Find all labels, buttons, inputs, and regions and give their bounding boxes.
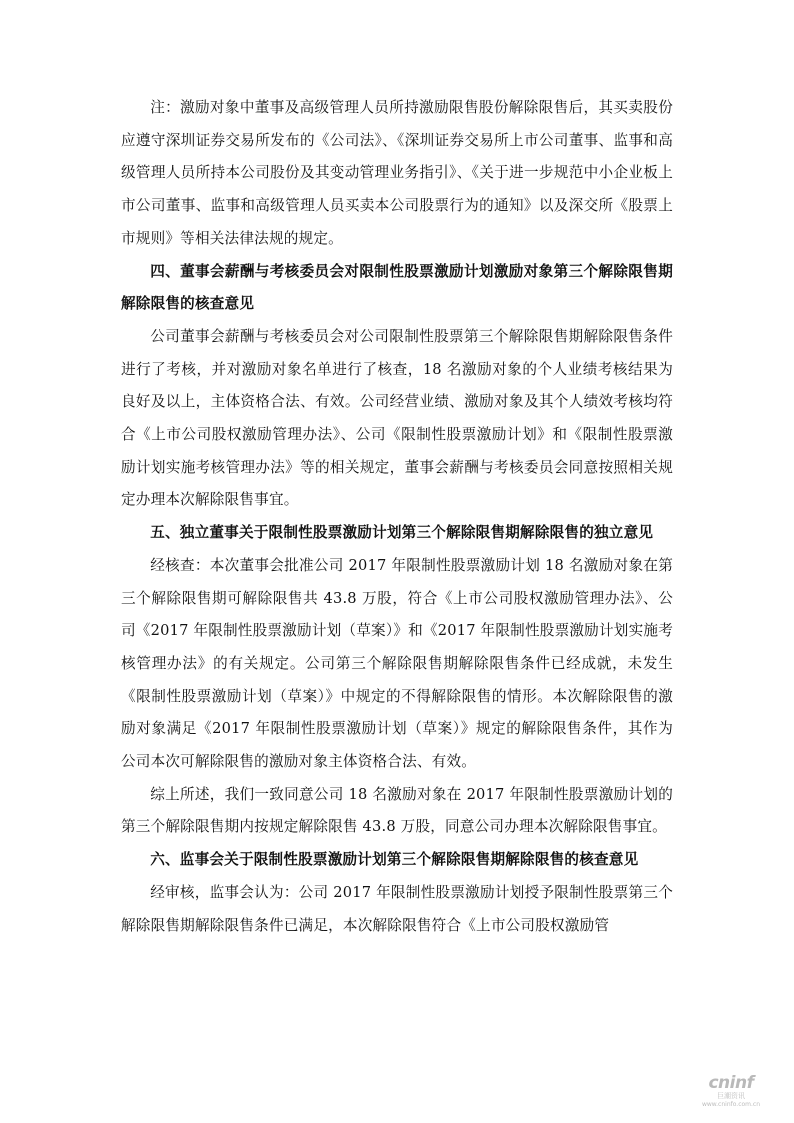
paragraph: 经审核，监事会认为：公司 2017 年限制性股票激励计划授予限制性股票第三个解除限售期解除限售条件已满足，本次解除限售符合《上市公司股权激励管 <box>121 883 673 934</box>
paragraph: 经核查：本次董事会批准公司 2017 年限制性股票激励计划 18 名激励对象在第三个解除限售期可解除限售共 43.8 万股，符合《上市公司股权激励管理办法》、公司《2017 年限制性股票激励计划（草案）》和《2017 年限制性股票激励计划实施考核管理办法》的有关规定。公司第三个解除限售期解除限售条件已经成就，未发生《限制性股票激励计划（草案）》中规定的不得解除限售的情形。本次解除限售的激励对象满足《2017 年限制性股票激励计划（草案）》规定的解除限售条件，其作为公司本次可解除限售的激励对象主体资格合法、有效。 <box>121 556 673 771</box>
cninfo-watermark-logo <box>696 1074 766 1109</box>
paragraph: 公司董事会薪酬与考核委员会对公司限制性股票第三个解除限售期解除限售条件进行了考核，并对激励对象名单进行了核查，18 名激励对象的个人业绩考核结果为良好及以上，主体资格合法、有效。公司经营业绩、激励对象及其个人绩效考核均符合《上市公司股权激励管理办法》、公司《限制性股票激励计划》和《限制性股票激励计划实施考核管理办法》等的相关规定，董事会薪酬与考核委员会同意按照相关规定办理本次解除限售事宜。 <box>121 327 673 509</box>
section-heading-6: 六、监事会关于限制性股票激励计划第三个解除限售期解除限售的核查意见 <box>150 851 639 869</box>
section-heading-4: 四、董事会薪酬与考核委员会对限制性股票激励计划激励对象第三个解除限售期解除限售的核查意见 <box>121 262 673 313</box>
logo-mark: cninf <box>708 1073 754 1093</box>
section-heading-5: 五、独立董事关于限制性股票激励计划第三个解除限售期解除限售的独立意见 <box>150 524 654 542</box>
logo-chinese-name: 巨潮资讯 <box>717 1092 745 1100</box>
paragraph: 综上所述，我们一致同意公司 18 名激励对象在 2017 年限制性股票激励计划的第三个解除限售期内按规定解除限售 43.8 万股，同意公司办理本次解除限售事宜。 <box>121 785 673 836</box>
logo-url: www.cninfo.com.cn <box>701 1101 761 1108</box>
document-body <box>121 92 673 942</box>
note-paragraph: 注：激励对象中董事及高级管理人员所持激励限售股份解除限售后，其买卖股份应遵守深圳证券交易所发布的《公司法》、《深圳证券交易所上市公司董事、监事和高级管理人员所持本公司股份及其变动管理业务指引》、《关于进一步规范中小企业板上市公司董事、监事和高级管理人员买卖本公司股票行为的通知》以及深交所《股票上市规则》等相关法律法规的规定。 <box>121 99 673 247</box>
